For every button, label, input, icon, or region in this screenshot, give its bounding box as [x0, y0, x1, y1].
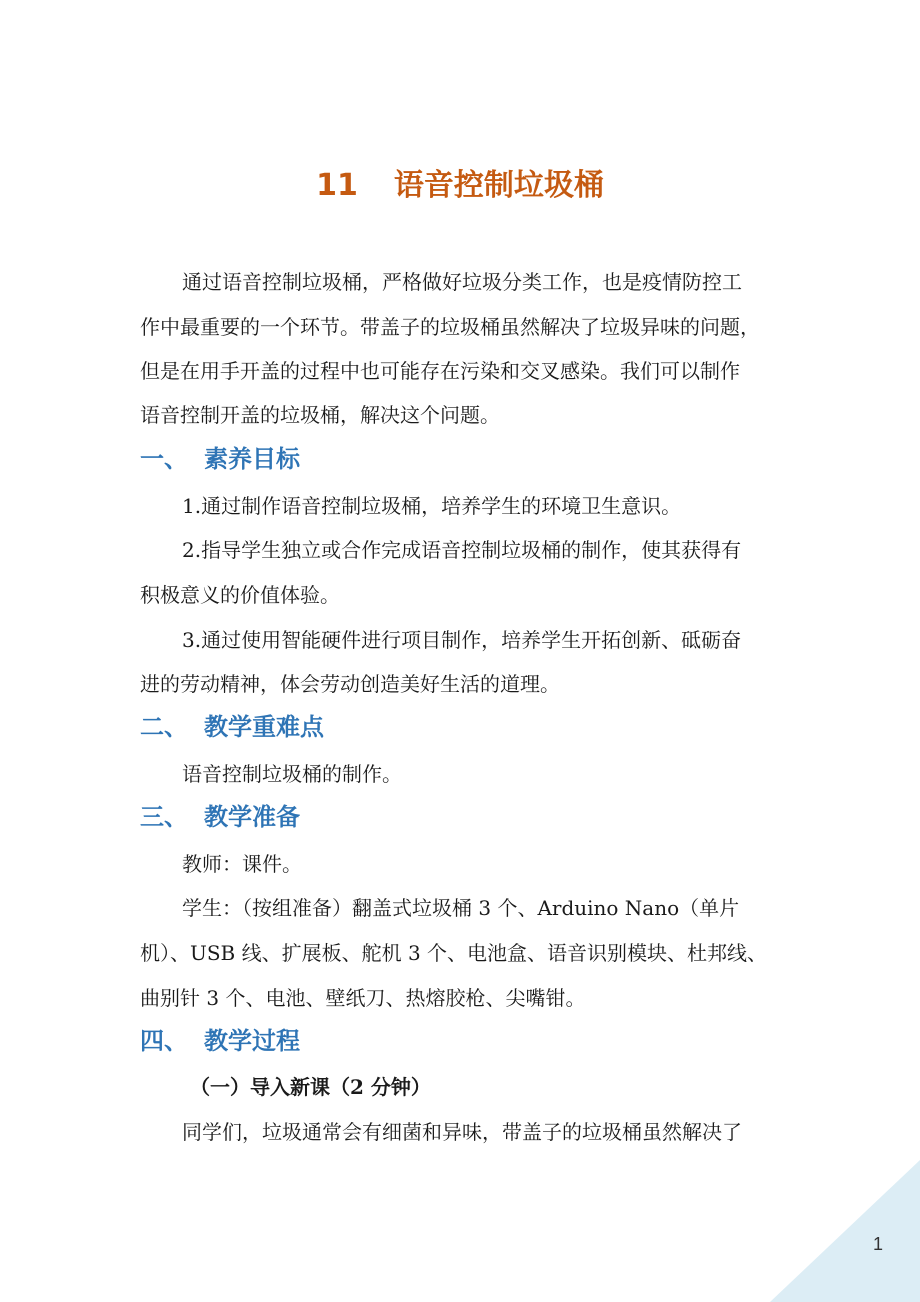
section-title: 教学过程: [204, 1027, 300, 1055]
body-line: 进的劳动精神，体会劳动创造美好生活的道理。: [140, 672, 560, 696]
section-number: 三、: [140, 803, 188, 831]
corner-decoration: [770, 1160, 920, 1302]
section-number: 二、: [140, 713, 188, 741]
section-heading: [140, 712, 324, 742]
section-heading: [140, 802, 300, 832]
section-number: 一、: [140, 445, 188, 473]
section-heading: [140, 1026, 300, 1056]
intro-line: 作中最重要的一个环节。带盖子的垃圾桶虽然解决了垃圾异味的问题，: [140, 315, 760, 339]
body-line: 2.指导学生独立或合作完成语音控制垃圾桶的制作，使其获得有: [182, 538, 742, 562]
body-line: 曲别针 3 个、电池、壁纸刀、热熔胶枪、尖嘴钳。: [140, 986, 586, 1010]
section-title: 教学准备: [204, 803, 300, 831]
body-line: 1.通过制作语音控制垃圾桶，培养学生的环境卫生意识。: [182, 494, 682, 518]
section-title: 教学重难点: [204, 713, 324, 741]
intro-line: 语音控制开盖的垃圾桶，解决这个问题。: [140, 403, 500, 427]
body-line: 3.通过使用智能硬件进行项目制作，培养学生开拓创新、砥砺奋: [182, 628, 742, 652]
page-number: 1: [872, 1234, 883, 1254]
body-line: 学生：（按组准备）翻盖式垃圾桶 3 个、Arduino Nano（单片: [182, 896, 740, 920]
title-number: 11: [316, 168, 358, 203]
body-line: 积极意义的价值体验。: [140, 583, 340, 607]
title-text: 语音控制垃圾桶: [393, 168, 604, 203]
intro-line: 但是在用手开盖的过程中也可能存在污染和交叉感染。我们可以制作: [140, 359, 740, 383]
body-line: 机）、USB 线、扩展板、舵机 3 个、电池盒、语音识别模块、杜邦线、: [140, 941, 768, 965]
document-title: [0, 166, 920, 206]
body-line: 语音控制垃圾桶的制作。: [182, 762, 402, 786]
section-heading: [140, 444, 300, 474]
subsection-heading: （一）导入新课（2 分钟）: [190, 1075, 431, 1099]
section-title: 素养目标: [204, 445, 300, 473]
intro-line: 通过语音控制垃圾桶，严格做好垃圾分类工作，也是疫情防控工: [182, 270, 742, 294]
body-line: 同学们，垃圾通常会有细菌和异味，带盖子的垃圾桶虽然解决了: [182, 1120, 742, 1144]
body-line: 教师：课件。: [182, 852, 302, 876]
section-number: 四、: [140, 1027, 188, 1055]
